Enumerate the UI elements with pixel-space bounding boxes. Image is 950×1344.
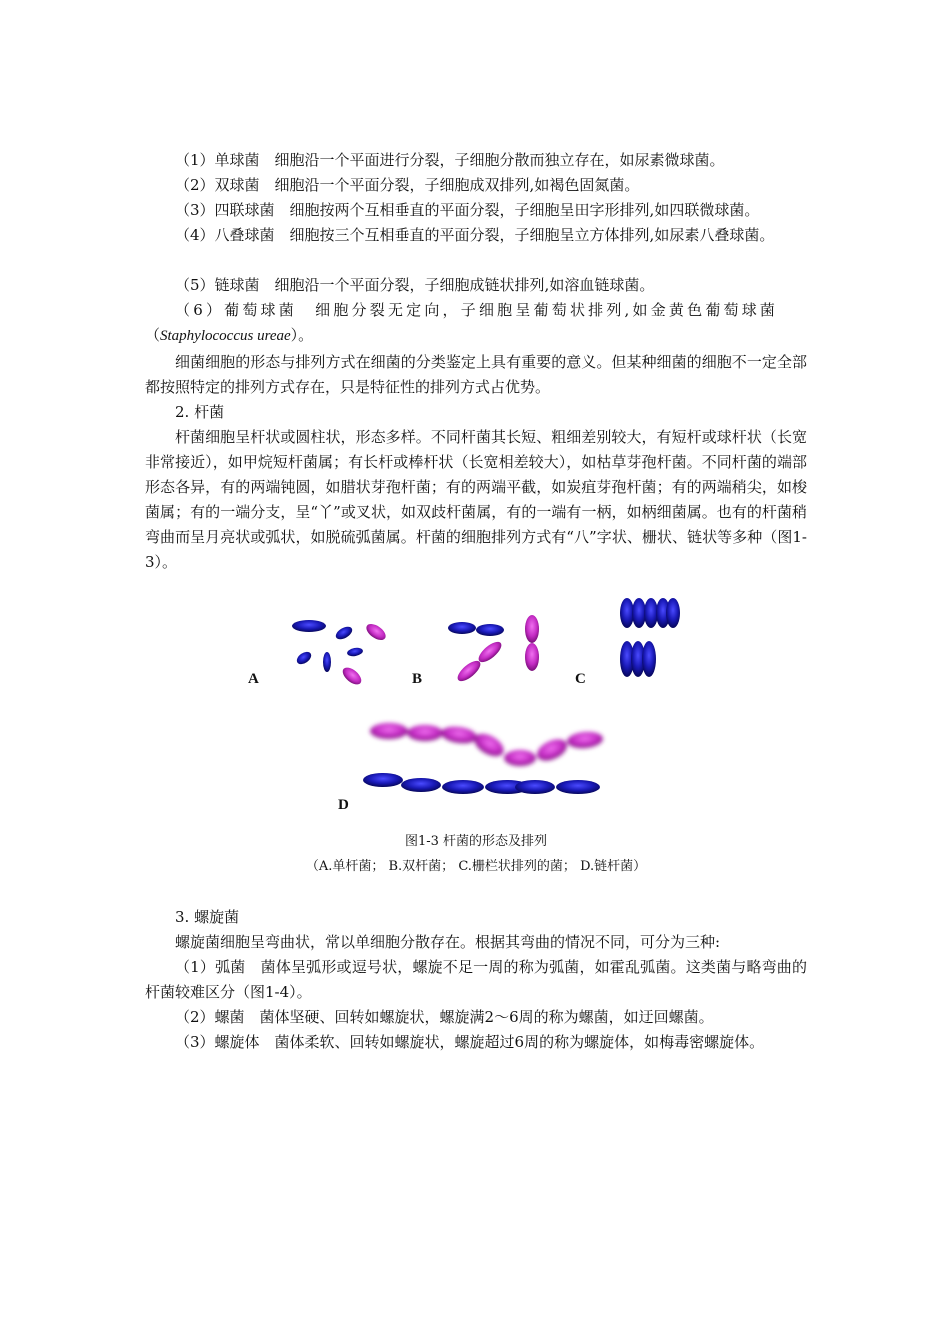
rod-cell [295,649,314,666]
rod-cell [525,643,539,671]
heading-rod-bacteria: 2. 杆菌 [175,403,225,421]
figure-label-a: A [248,671,259,687]
heading-spiral-bacteria: 3. 螺旋菌 [175,908,240,926]
rod-cell [334,624,355,642]
paragraph-spirochete: （3）螺旋体 菌体柔软、回转如螺旋状，螺旋超过6周的称为螺旋体，如梅毒密螺旋体。 [175,1033,765,1051]
rod-cell [323,652,331,672]
latin-name: Staphylococcus ureae [160,328,291,344]
panel-c-palisade [620,598,680,677]
rod-cell [666,598,680,628]
rod-cell [471,729,508,761]
figure-label-c: C [575,671,586,687]
figure-label-b: B [412,671,423,687]
figure-caption: 图1-3 杆菌的形态及排列 [404,834,548,849]
rod-cell [442,780,484,794]
panel-d-chain-rods [363,723,604,794]
paragraph-spirillum: （2）螺菌 菌体坚硬、回转如螺旋状，螺旋满2～6周的称为螺菌，如迂回螺菌。 [175,1008,714,1026]
panel-b-double-rods [448,615,539,685]
paragraph-diplococcus: （2）双球菌 细胞沿一个平面分裂，子细胞成双排列,如褐色固氮菌。 [175,176,640,194]
paragraph-sarcina: （4）八叠球菌 细胞按三个互相垂直的平面分裂，子细胞呈立方体排列,如尿素八叠球菌。 [175,226,775,244]
figure-label-d: D [338,797,349,813]
panel-a-single-rods [292,620,388,688]
rod-cell [504,750,536,766]
rod-cell [534,735,571,765]
rod-cell [370,723,408,739]
paragraph-single-coccus: （1）单球菌 细胞沿一个平面进行分裂，子细胞分散而独立存在，如尿素微球菌。 [175,151,725,169]
paragraph-staphylococcus: （6）葡萄球菌 细胞分裂无定向，子细胞呈葡萄状排列,如金黄色葡萄球菌 [175,301,779,319]
rod-cell [448,622,476,634]
paragraph-tetrad: （3）四联球菌 细胞按两个互相垂直的平面分裂，子细胞呈田字形排列,如四联微球菌。 [175,201,760,219]
rod-cell [644,598,658,628]
paragraph-significance: 细菌细胞的形态与排列方式在细菌的分类鉴定上具有重要的意义。但某种细菌的细胞不一定全部都按照特定的排列方式存在，只是特征性的排列方式占优势。 [145,353,807,396]
rod-cell [620,598,634,628]
rod-cell [364,621,389,643]
paren-close: ）。 [290,326,314,344]
rod-cell [292,620,326,632]
figure-subcaption: （A.单杆菌； B.双杆菌； C.栅栏状排列的菌； D.链杆菌） [305,859,647,874]
rod-cell [642,641,656,677]
rod-cell [632,598,646,628]
rod-cell [401,778,441,792]
rod-cell [515,780,555,794]
rod-cell [475,638,504,665]
rod-cell [454,657,483,684]
rod-cell [525,615,539,643]
rod-cell [440,725,478,746]
rod-cell [340,664,365,687]
paragraph-streptococcus: （5）链球菌 细胞沿一个平面分裂，子细胞成链状排列,如溶血链球菌。 [175,276,655,294]
rod-cell [556,780,600,794]
paren-open: （ [145,326,161,344]
rod-cell [476,624,504,636]
paragraph-vibrio: （1）弧菌 菌体呈弧形或逗号状，螺旋不足一周的称为弧菌，如霍乱弧菌。这类菌与略弯曲的杆菌较难区分（图1-4）。 [145,958,807,1001]
paragraph-rod-description: 杆菌细胞呈杆状或圆柱状，形态多样。不同杆菌其长短、粗细差别较大，有短杆或球杆状（长宽非常接近），如甲烷短杆菌属；有长杆或棒杆状（长宽相差较大），如枯草芽孢杆菌。不同杆菌的端部形态各异，有的两端钝圆，如腊状芽孢杆菌；有的两端平截，如炭疽芽孢杆菌；有的两端稍尖，如梭菌属；有的一端分支，呈“丫”或叉状，如双歧杆菌属，有的一端有一柄，如柄细菌属。也有的杆菌稍弯曲而呈月亮状或弧状，如脱硫弧菌属。杆菌的细胞排列方式有“八”字状、栅状、链状等多种（图1-3）。 [145,428,807,571]
rod-cell [346,647,363,658]
paragraph-spiral-intro: 螺旋菌细胞呈弯曲状，常以单细胞分散存在。根据其弯曲的情况不同，可分为三种: [175,933,721,951]
rod-cell [407,725,443,741]
rod-cell [363,773,403,787]
rod-cell [566,730,603,749]
